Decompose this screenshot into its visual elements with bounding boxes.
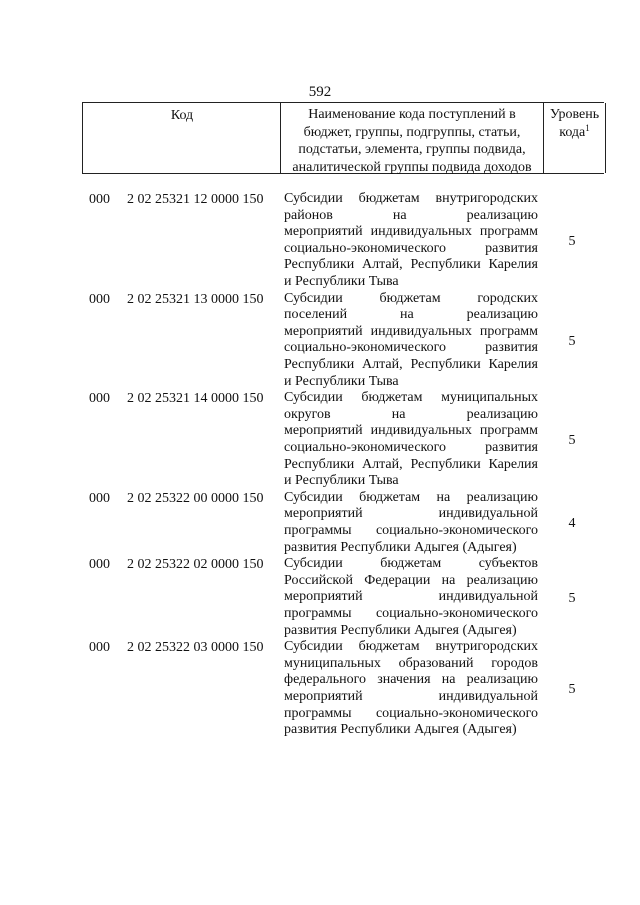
header-level-line: Уровень	[549, 107, 600, 122]
row-name	[284, 639, 538, 739]
row-name-line: Субсидии бюджетам городских	[284, 290, 538, 306]
row-admin-code: 000	[89, 192, 110, 207]
row-budget-code: 2 02 25322 03 0000 150	[127, 640, 264, 656]
page-number: 592	[308, 84, 332, 100]
row-name-line: поселений на реализацию	[284, 307, 538, 323]
row-name-line: Субсидии бюджетам муниципальных	[284, 390, 538, 406]
header-code-label: Код	[170, 108, 194, 123]
row-name-line: мероприятий индивидуальных программ	[284, 224, 538, 240]
row-level: 5	[568, 433, 576, 449]
row-name-line: мероприятий индивидуальных программ	[284, 323, 538, 339]
header-level-label	[544, 106, 605, 141]
row-name-line: социально-экономического развития	[284, 439, 538, 455]
row-level: 5	[568, 234, 576, 250]
row-name-line: Республики Алтай, Республики Карелия	[284, 257, 538, 273]
row-level: 5	[568, 682, 576, 698]
row-name-line: федерального значения на реализацию	[284, 672, 538, 688]
header-name-line: бюджет, группы, подгруппы, статьи,	[303, 124, 521, 140]
row-budget-code: 2 02 25321 14 0000 150	[127, 391, 264, 407]
row-name-line: Субсидии бюджетам субъектов	[284, 556, 538, 572]
row-name-line: Российской Федерации на реализацию	[284, 572, 538, 588]
row-name	[284, 390, 538, 490]
header-name-line: Наименование кода поступлений в	[308, 107, 516, 122]
header-name-line: аналитической группы подвида доходов	[292, 159, 532, 175]
header-level-line: кода$^1$	[559, 122, 590, 140]
row-name	[284, 291, 538, 391]
row-name-line: программы социально-экономического	[284, 522, 538, 538]
row-name-line: мероприятий индивидуальной	[284, 688, 538, 704]
row-name-line: и Республики Тыва	[284, 373, 399, 389]
row-name-line: и Республики Тыва	[284, 473, 399, 489]
row-budget-code: 2 02 25321 12 0000 150	[127, 192, 264, 207]
row-level: 5	[568, 591, 576, 607]
row-name	[284, 490, 538, 556]
row-budget-code: 2 02 25322 02 0000 150	[127, 557, 264, 573]
header-level-cell	[543, 103, 606, 173]
row-level: 4	[568, 516, 576, 532]
row-name-line: социально-экономического развития	[284, 240, 538, 256]
row-name-line: развития Республики Адыгея (Адыгея)	[284, 539, 517, 555]
row-name-line: программы социально-экономического	[284, 705, 538, 721]
header-name-label	[285, 106, 539, 176]
row-name-line: округов на реализацию	[284, 406, 538, 422]
row-budget-code: 2 02 25322 00 0000 150	[127, 490, 264, 506]
row-name-line: мероприятий индивидуальной	[284, 506, 538, 522]
row-level: 5	[568, 333, 576, 349]
row-name	[284, 191, 538, 291]
row-name-line: Субсидии бюджетам внутригородских	[284, 191, 538, 206]
row-admin-code: 000	[89, 640, 110, 656]
row-name	[284, 556, 538, 639]
header-name-line: подстатьи, элемента, группы подвида,	[298, 142, 526, 157]
row-name-line: программы социально-экономического	[284, 605, 538, 621]
row-name-line: районов на реализацию	[284, 207, 538, 223]
footnote-marker: 1	[585, 122, 590, 133]
row-name-line: Субсидии бюджетам на реализацию	[284, 489, 538, 505]
row-name-line: развития Республики Адыгея (Адыгея)	[284, 722, 517, 738]
row-name-line: Республики Алтай, Республики Карелия	[284, 456, 538, 472]
row-budget-code: 2 02 25321 13 0000 150	[127, 291, 264, 307]
row-admin-code: 000	[89, 291, 110, 307]
row-name-line: Субсидии бюджетам внутригородских	[284, 639, 538, 655]
row-admin-code: 000	[89, 391, 110, 407]
row-name-line: муниципальных образований городов	[284, 655, 538, 671]
row-name-line: социально-экономического развития	[284, 340, 538, 356]
row-name-line: развития Республики Адыгея (Адыгея)	[284, 622, 517, 638]
row-name-line: Республики Алтай, Республики Карелия	[284, 356, 538, 372]
row-name-line: мероприятий индивидуальных программ	[284, 423, 538, 439]
header-code-cell	[82, 103, 281, 173]
table-header	[82, 102, 604, 174]
row-admin-code: 000	[89, 490, 110, 506]
header-name-cell	[280, 103, 543, 173]
row-admin-code: 000	[89, 557, 110, 573]
row-name-line: и Республики Тыва	[284, 273, 399, 289]
row-name-line: мероприятий индивидуальной	[284, 589, 538, 605]
